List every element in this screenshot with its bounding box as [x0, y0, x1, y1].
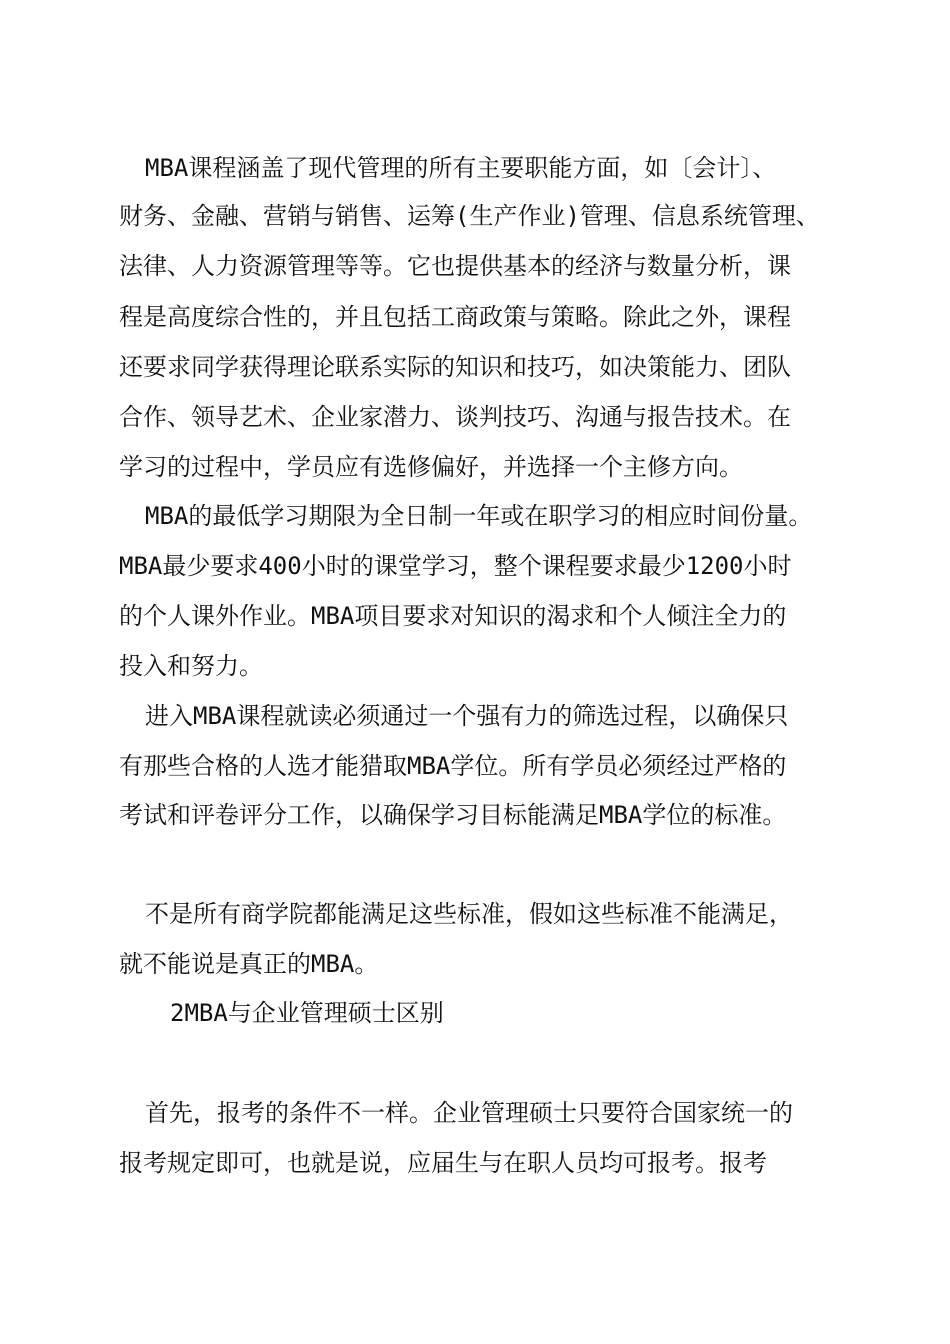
paragraph-line: 程是高度综合性的，并且包括工商政策与策略。除此之外，课程 — [119, 303, 791, 331]
paragraph-line: 合作、领导艺术、企业家潜力、谈判技巧、沟通与报告技术。在 — [119, 403, 791, 431]
paragraph-line: 投入和努力。 — [119, 652, 263, 680]
paragraph-line: 不是所有商学院都能满足这些标准，假如这些标准不能满足， — [145, 900, 793, 928]
paragraph-line: MBA课程涵盖了现代管理的所有主要职能方面，如〔会计〕、 — [145, 154, 777, 182]
paragraph-line: 还要求同学获得理论联系实际的知识和技巧，如决策能力、团队 — [119, 353, 791, 381]
paragraph-line: 就不能说是真正的MBA。 — [119, 950, 379, 978]
section-heading: 2MBA与企业管理硕士区别 — [170, 999, 444, 1027]
paragraph-line: 进入MBA课程就读必须通过一个强有力的筛选过程，以确保只 — [145, 702, 789, 730]
paragraph-line: 法律、人力资源管理等等。它也提供基本的经济与数量分析，课 — [119, 252, 791, 280]
paragraph-line: 报考规定即可，也就是说，应届生与在职人员均可报考。报考 — [119, 1149, 767, 1177]
paragraph-line: 的个人课外作业。MBA项目要求对知识的渴求和个人倾注全力的 — [119, 602, 787, 630]
paragraph-line: 考试和评卷评分工作，以确保学习目标能满足MBA学位的标准。 — [119, 801, 787, 829]
paragraph-line: MBA的最低学习期限为全日制一年或在职学习的相应时间份量。 — [145, 502, 813, 530]
paragraph-line: 财务、金融、营销与销售、运筹(生产作业)管理、信息系统管理、 — [119, 202, 820, 230]
paragraph-line: 学习的过程中，学员应有选修偏好，并选择一个主修方向。 — [119, 453, 743, 481]
paragraph-line: MBA最少要求400小时的课堂学习，整个课程要求最少1200小时 — [119, 552, 792, 580]
paragraph-line: 首先，报考的条件不一样。企业管理硕士只要符合国家统一的 — [145, 1099, 793, 1127]
paragraph-line: 有那些合格的人选才能猎取MBA学位。所有学员必须经过严格的 — [119, 752, 787, 780]
